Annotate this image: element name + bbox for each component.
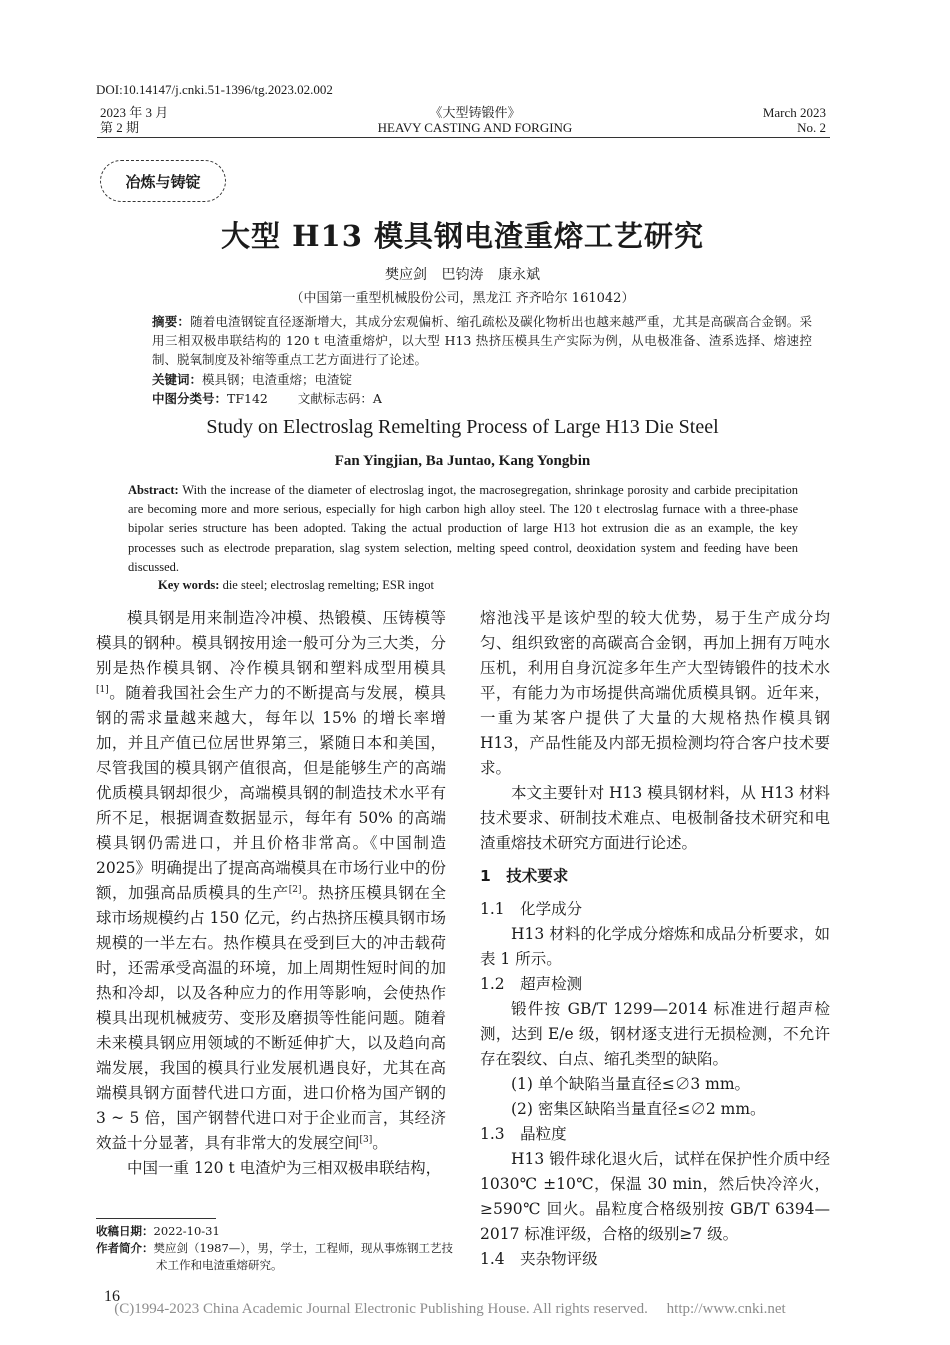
citation-ref: [1]: [96, 685, 109, 695]
body-text: 。热挤压模具钢在全球市场规模约占 150 亿元，约占热挤压模具钢市场规模的一半左右。热作模具在受到巨大的冲击载荷时，还需承受高温的环境，加上周期性短时间的加热和冷却，以及各种应力的作用等影响，会使热作模具出现机械疲劳、变形及磨损等性能问题。随着未来模具钢应用领域的不断延伸扩大，以及趋向高端发展，我国的模具行业发展机遇良好，尤其在高端模具钢方面替代进口方面，进口价格为国产钢的 3 ~ 5 倍，国产钢替代进口对于企业而言，其经济效益十分显著，具有非常大的发展空间: [96, 884, 446, 1152]
header-date-en: March 2023: [762, 105, 826, 120]
received-date: [96, 1223, 456, 1240]
body-paragraph: (2) 密集区缺陷当量直径≤∅2 mm。: [511, 1100, 766, 1118]
subsection-heading: 1.1 化学成分: [480, 900, 583, 918]
authors-en: Fan Yingjian, Ba Juntao, Kang Yongbin: [334, 453, 591, 469]
affiliation-cn: （中国第一重型机械股份公司，黑龙江 齐齐哈尔 161042）: [290, 291, 635, 306]
author-bio-text: 樊应剑（1987—），男，学士，工程师，现从事炼钢工艺技: [153, 1241, 454, 1255]
header-divider: [97, 137, 830, 138]
footnote-divider: [96, 1218, 216, 1219]
body-text: 模具钢是用来制造冷冲模、热锻模、压铸模等模具的钢种。模具钢按用途一般可分为三大类，分别是热作模具钢、冷作模具钢和塑料成型用模具: [96, 609, 446, 677]
doc-code-value: A: [372, 391, 382, 406]
header-center: [300, 105, 650, 135]
keywords-en: [158, 578, 434, 593]
body-paragraph: [96, 606, 446, 1156]
body-column-left: [96, 606, 446, 1181]
keywords-cn-text: 模具钢；电渣重熔；电渣锭: [202, 372, 353, 387]
abstract-cn-label: 摘要：: [152, 314, 191, 329]
header-issue-cn: 第 2 期: [100, 120, 140, 135]
header-date-cn: 2023 年 3 月: [100, 105, 169, 120]
body-paragraph: H13 材料的化学成分熔炼和成品分析要求，如表 1 所示。: [480, 925, 830, 968]
body-paragraph: H13 锻件球化退火后，试样在保护性介质中经 1030℃ ±10℃，保温 30 min，然后快冷淬火，≥590℃ 回火。晶粒度合格级别按 GB/T 6394—2017 标准评级，合格的级别≥7 级。: [480, 1150, 830, 1243]
abstract-en-label: Abstract:: [128, 483, 179, 497]
author-bio-label: 作者简介：: [96, 1241, 154, 1255]
author-bio-continued: 术工作和电渣重熔研究。: [156, 1258, 283, 1272]
body-paragraph: (1) 单个缺陷当量直径≤∅3 mm。: [511, 1075, 751, 1093]
header-left: [100, 105, 168, 135]
doc-code-label: 文献标志码：: [297, 391, 373, 406]
journal-name-en: HEAVY CASTING AND FORGING: [377, 120, 573, 135]
keywords-en-label: Key words:: [158, 578, 220, 592]
journal-name-cn: 《大型铸锻件》: [429, 105, 521, 120]
received-value: 2022-10-31: [153, 1224, 220, 1238]
citation-ref: [2]: [288, 885, 302, 895]
header-right: [763, 105, 826, 135]
clc-label: 中图分类号：: [152, 391, 228, 406]
body-text: 。: [372, 1134, 388, 1152]
keywords-cn: [152, 370, 812, 389]
authors-cn: 樊应剑 巴钧涛 康永斌: [385, 267, 540, 283]
section-heading: 1 技术要求: [480, 867, 569, 885]
footnote: [96, 1223, 456, 1274]
article-title-cn: 大型 H13 模具钢电渣重熔工艺研究: [221, 219, 704, 253]
body-text: 。随着我国社会生产力的不断提高与发展，模具钢的需求量越来越大，每年以 15% 的增长率增加，并且产值已位居世界第三，紧随日本和美国，尽管我国的模具钢产值很高，但是能够生产的高端优质模具钢却很少，高端模具钢的制造技术水平有所不足，根据调查数据显示，每年有 50% 的高端模具钢仍需进口，并且价格非常高。《中国制造 2025》明确提出了提高高端模具在市场行业中的份额，加强高品质模具的生产: [96, 684, 446, 902]
abstract-en-text: With the increase of the diameter of electroslag ingot, the macrosegregation, shrinkage porosity and carbide precipitation are becoming more and more serious, especially for high carbon high alloy steel. The 120 t electroslag furnace with a three-phase bipolar series structure has been adopted. Taking the actual production of large H13 hot extrusion die as an example, the key processes such as electrode preparation, slag system selection, melting speed control, deoxidation system and feeding have been discussed.: [128, 483, 798, 574]
clc-value: TF142: [227, 391, 268, 406]
keywords-cn-label: 关键词：: [152, 372, 203, 387]
header-issue-en: No. 2: [797, 120, 826, 135]
body-paragraph: 锻件按 GB/T 1299—2014 标准进行超声检测，达到 E/e 级，钢材逐支进行无损检测，不允许存在裂纹、白点、缩孔类型的缺陷。: [480, 1000, 830, 1068]
section-tag: 冶炼与铸锭: [100, 160, 226, 202]
received-label: 收稿日期：: [96, 1224, 154, 1238]
body-paragraph: 本文主要针对 H13 模具钢材料，从 H13 材料技术要求、研制技术难点、电极制备技术研究和电渣重熔技术研究方面进行论述。: [480, 784, 830, 852]
author-bio: [96, 1240, 456, 1257]
body-paragraph: 熔池浅平是该炉型的较大优势，易于生产成分均匀、组织致密的高碳高合金钢，再加上拥有万吨水压机，利用自身沉淀多年生产大型铸锻件的技术水平，有能力为市场提供高端优质模具钢。近年来，一重为某客户提供了大量的大规格热作模具钢 H13，产品性能及内部无损检测均符合客户技术要求。: [480, 609, 830, 777]
doi: DOI:10.14147/j.cnki.51-1396/tg.2023.02.002: [96, 82, 333, 97]
classification-cn: [152, 389, 812, 408]
abstract-en: [128, 481, 798, 577]
body-column-right: [480, 606, 830, 1272]
cnki-watermark: (C)1994-2023 China Academic Journal Electronic Publishing House. All rights reserved. http://www.cnki.net: [114, 1301, 786, 1317]
subsection-heading: 1.3 晶粒度: [480, 1125, 567, 1143]
subsection-heading: 1.2 超声检测: [480, 975, 583, 993]
abstract-cn: [152, 312, 812, 369]
abstract-cn-text: 随着电渣钢锭直径逐渐增大，其成分宏观偏析、缩孔疏松及碳化物析出也越来越严重，尤其是高碳高合金钢。采用三相双极串联结构的 120 t 电渣重熔炉，以大型 H13 热挤压模具生产实际为例，从电极准备、渣系选择、熔速控制、脱氧制度及补缩等重点工艺方面进行了论述。: [152, 314, 812, 367]
article-title-en: Study on Electroslag Remelting Process of Large H13 Die Steel: [206, 416, 719, 438]
subsection-heading: 1.4 夹杂物评级: [480, 1250, 598, 1268]
keywords-en-text: die steel; electroslag remelting; ESR ingot: [222, 578, 434, 592]
page-number: 16: [104, 1288, 120, 1305]
body-paragraph: 中国一重 120 t 电渣炉为三相双极串联结构，: [127, 1159, 442, 1177]
citation-ref: [3]: [359, 1135, 373, 1145]
